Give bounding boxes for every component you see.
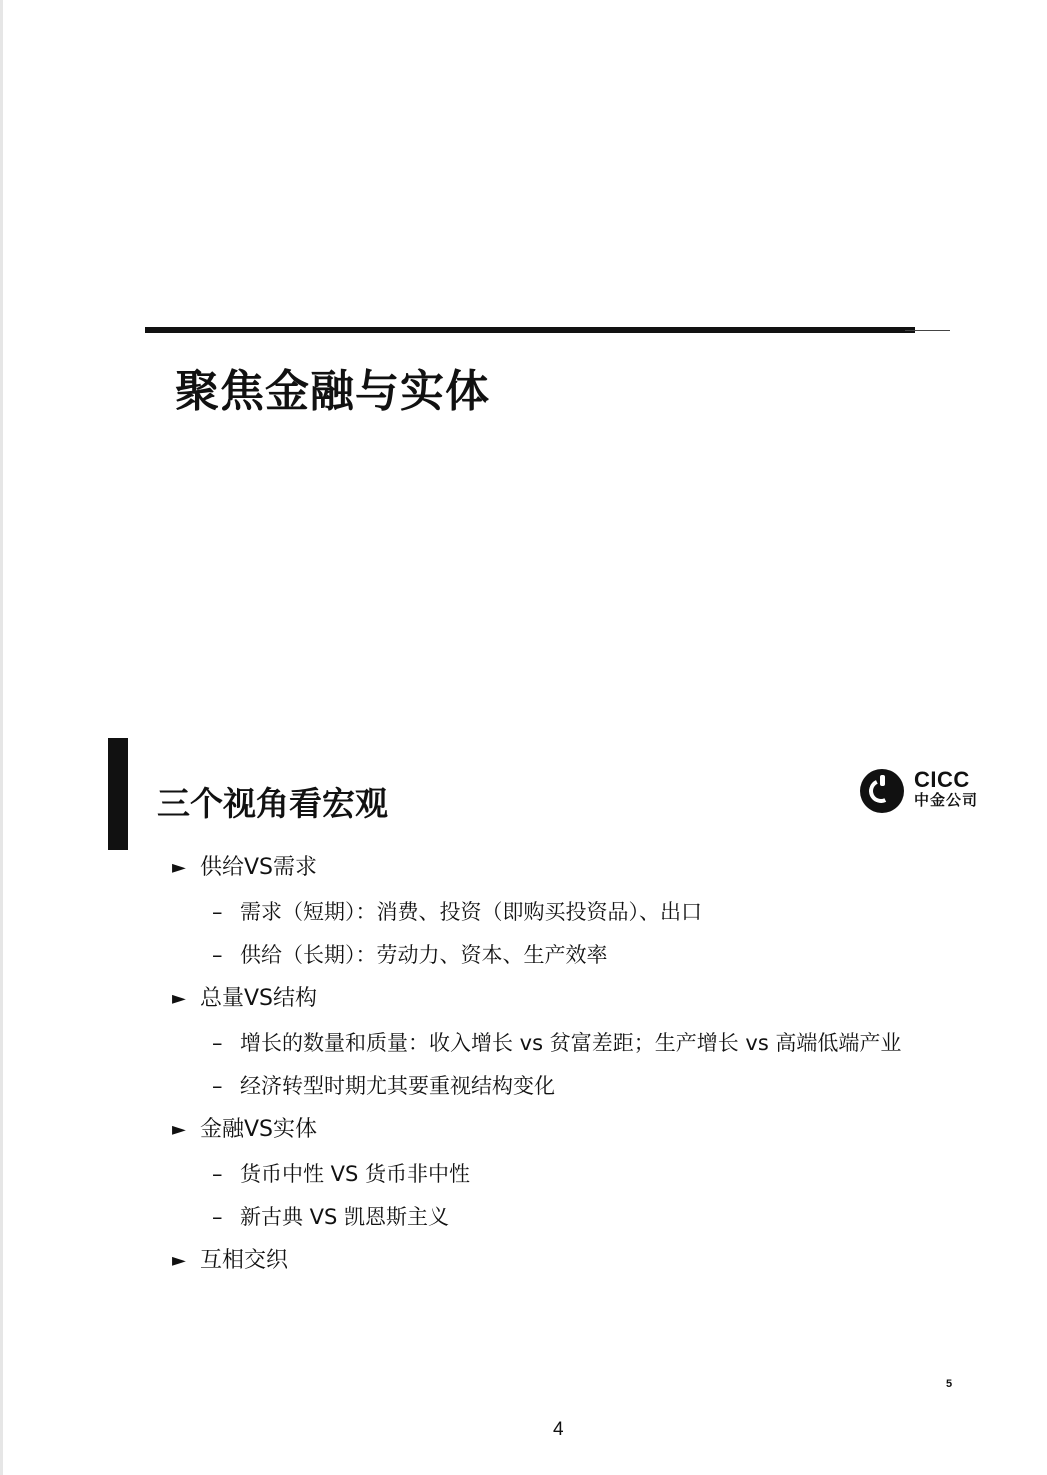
section-divider-rule <box>145 327 950 335</box>
triangle-bullet-icon: ► <box>172 1119 186 1140</box>
bullet-label: 金融VS实体 <box>200 1117 318 1142</box>
bullet-label: 总量VS结构 <box>200 986 318 1011</box>
bullet-item <box>172 1247 288 1275</box>
sub-item-text: 经济转型时期尤其要重视结构变化 <box>240 1074 555 1098</box>
bullet-item <box>172 1116 317 1144</box>
sub-item-text: 新古典 VS 凯恩斯主义 <box>240 1205 450 1229</box>
dash-bullet-icon: – <box>212 943 223 967</box>
bullet-label: 供给VS需求 <box>200 855 318 880</box>
sub-item <box>212 1029 901 1057</box>
dash-bullet-icon: – <box>212 1031 223 1055</box>
sub-item <box>212 1203 449 1231</box>
sub-item-text: 货币中性 VS 货币非中性 <box>240 1162 471 1186</box>
triangle-bullet-icon: ► <box>172 1250 186 1271</box>
slide-accent-bar <box>108 738 128 850</box>
section-divider-thin <box>905 330 950 331</box>
section-title: 聚焦金融与实体 <box>175 366 490 417</box>
logo-text-cn: 中金公司 <box>914 791 979 809</box>
slide-title: 三个视角看宏观 <box>157 784 388 823</box>
sub-item <box>212 941 608 969</box>
sub-item <box>212 1160 470 1188</box>
section-divider-thick <box>145 327 915 333</box>
sub-item-text: 增长的数量和质量：收入增长 vs 贫富差距；生产增长 vs 高端低端产业 <box>240 1031 902 1055</box>
dash-bullet-icon: – <box>212 1205 223 1229</box>
bullet-label: 互相交织 <box>200 1248 289 1273</box>
dash-bullet-icon: – <box>212 900 223 924</box>
triangle-bullet-icon: ► <box>172 857 186 878</box>
dash-bullet-icon: – <box>212 1162 223 1186</box>
sub-item-text: 需求（短期）：消费、投资（即购买投资品）、出口 <box>240 900 702 924</box>
sub-item <box>212 1072 555 1100</box>
triangle-bullet-icon: ► <box>172 988 186 1009</box>
cicc-logo-icon <box>860 769 904 813</box>
dash-bullet-icon: – <box>212 1074 223 1098</box>
cicc-logo <box>860 769 995 815</box>
sub-item <box>212 898 702 926</box>
logo-text-en: CICC <box>914 767 970 792</box>
cicc-logo-mark <box>880 775 885 786</box>
page-number: 4 <box>553 1419 564 1440</box>
slide <box>0 730 1047 1310</box>
sub-item-text: 供给（长期）：劳动力、资本、生产效率 <box>240 943 608 967</box>
slide-number: 5 <box>946 1378 953 1390</box>
bullet-item <box>172 985 317 1013</box>
bullet-item <box>172 854 317 882</box>
